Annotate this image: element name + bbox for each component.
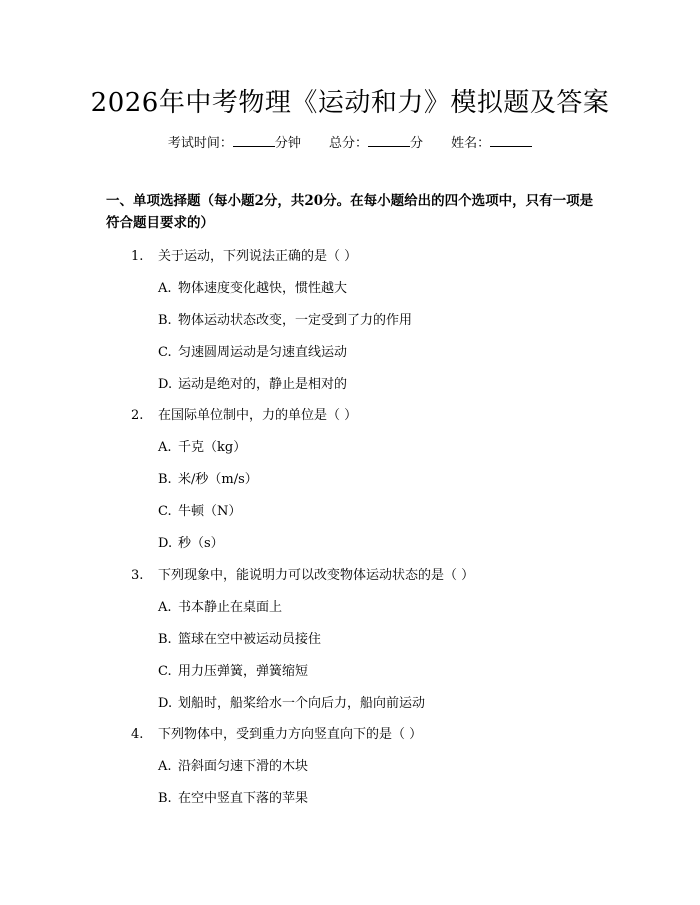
question-number: 1. — [131, 249, 144, 264]
score-blank — [368, 134, 410, 147]
question-text: 下列物体中，受到重力方向竖直向下的是（ ） — [158, 727, 423, 742]
option-letter: A. — [158, 440, 172, 455]
question-3-option-c — [158, 660, 308, 679]
option-letter: C. — [158, 664, 172, 679]
option-text: 物体速度变化越快，惯性越大 — [178, 281, 348, 296]
option-text: 划船时，船桨给水一个向后力，船向前运动 — [178, 696, 426, 711]
question-4-option-b — [158, 787, 308, 806]
question-3-option-a — [158, 596, 282, 615]
name-field — [451, 132, 532, 151]
question-1-option-d — [158, 373, 347, 392]
option-text: 秒（s） — [178, 536, 224, 551]
question-3-option-d — [158, 692, 425, 711]
score-label: 总分： — [328, 136, 368, 151]
score-unit: 分 — [410, 136, 424, 151]
option-letter: D. — [158, 696, 173, 711]
option-text: 米/秒（m/s） — [178, 472, 258, 487]
time-field — [168, 132, 301, 151]
option-text: 牛顿（N） — [178, 504, 242, 519]
question-1-option-b — [158, 309, 412, 328]
question-1-option-a — [158, 277, 347, 296]
option-letter: D. — [158, 536, 173, 551]
score-field — [329, 132, 423, 151]
question-number: 4. — [131, 727, 144, 742]
question-2-option-c — [158, 500, 241, 519]
question-3-option-b — [158, 628, 321, 647]
time-unit: 分钟 — [274, 136, 301, 151]
option-text: 千克（kg） — [178, 440, 247, 455]
option-text: 在空中竖直下落的苹果 — [178, 791, 309, 806]
section-heading: 一、单项选择题（每小题2分，共20分。在每小题给出的四个选项中，只有一项是符合题目要求的） — [106, 193, 594, 231]
name-label: 姓名： — [451, 136, 491, 151]
question-1 — [131, 245, 357, 264]
question-2-option-a — [158, 436, 246, 455]
question-2-option-d — [158, 532, 224, 551]
option-letter: A. — [158, 600, 172, 615]
option-letter: D. — [158, 377, 173, 392]
option-text: 沿斜面匀速下滑的木块 — [178, 759, 309, 774]
option-letter: B. — [158, 791, 172, 806]
option-letter: A. — [158, 759, 172, 774]
question-1-option-c — [158, 341, 347, 360]
question-text: 下列现象中，能说明力可以改变物体运动状态的是（ ） — [158, 568, 475, 583]
option-letter: B. — [158, 472, 172, 487]
option-text: 匀速圆周运动是匀速直线运动 — [178, 345, 348, 360]
page-title: 2026年中考物理《运动和力》模拟题及答案 — [90, 88, 610, 118]
time-blank — [233, 134, 275, 147]
option-letter: C. — [158, 345, 172, 360]
option-text: 运动是绝对的，静止是相对的 — [178, 377, 348, 392]
time-label: 考试时间： — [167, 136, 233, 151]
question-number: 2. — [131, 408, 144, 423]
question-3 — [131, 564, 474, 583]
option-text: 物体运动状态改变，一定受到了力的作用 — [178, 313, 413, 328]
option-text: 书本静止在桌面上 — [178, 600, 283, 615]
option-letter: C. — [158, 504, 172, 519]
question-4-option-a — [158, 755, 308, 774]
question-text: 关于运动，下列说法正确的是（ ） — [158, 249, 358, 264]
question-text: 在国际单位制中，力的单位是（ ） — [158, 408, 358, 423]
question-4 — [131, 723, 422, 742]
name-blank — [490, 134, 532, 147]
option-letter: B. — [158, 313, 172, 328]
option-letter: A. — [158, 281, 172, 296]
question-2-option-b — [158, 468, 258, 487]
question-2 — [131, 404, 357, 423]
option-letter: B. — [158, 632, 172, 647]
option-text: 篮球在空中被运动员接住 — [178, 632, 322, 647]
question-number: 3. — [131, 568, 144, 583]
exam-info-line — [0, 132, 700, 151]
option-text: 用力压弹簧，弹簧缩短 — [178, 664, 309, 679]
